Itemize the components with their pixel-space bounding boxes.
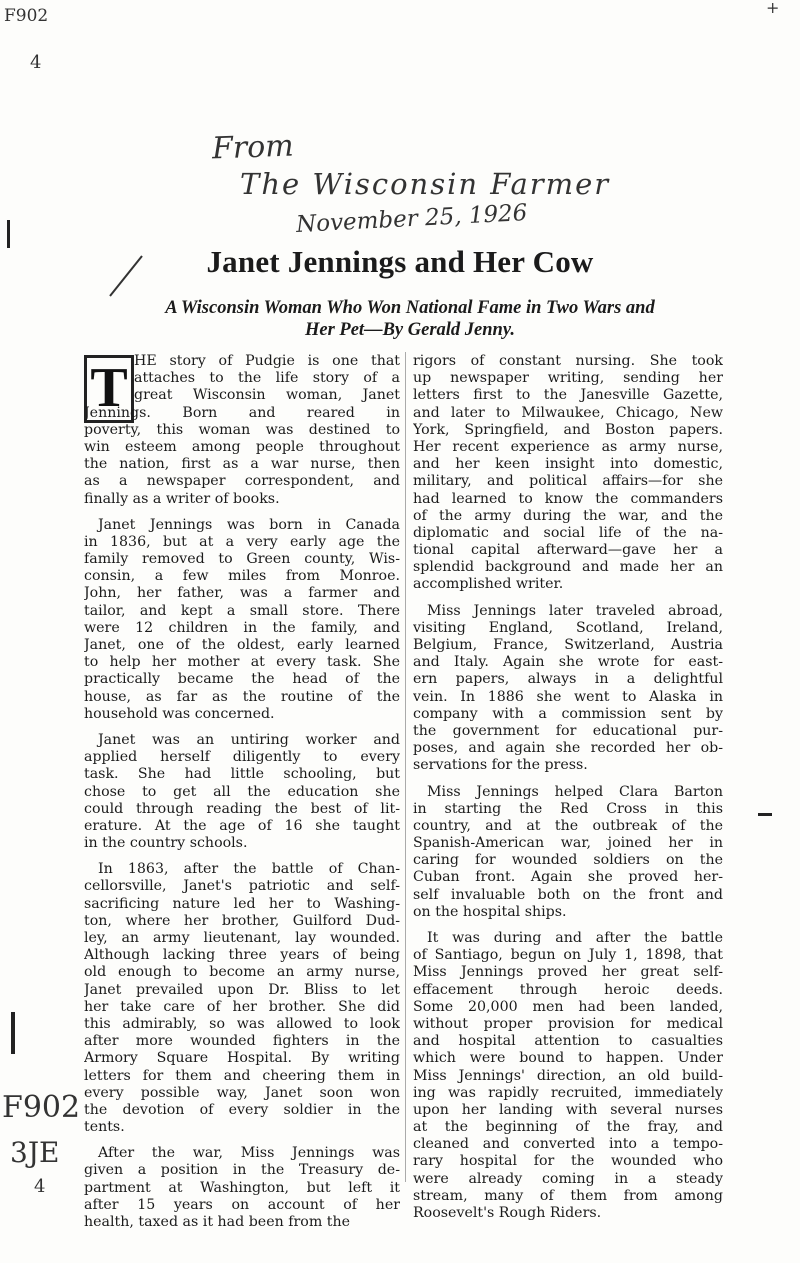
text-line: as a newspaper correspondent, and — [84, 473, 400, 490]
text-line: vein. In 1886 she went to Alaska in — [413, 688, 723, 705]
handwritten-from: From — [211, 128, 295, 167]
text-line: Armory Square Hospital. By writing — [84, 1050, 400, 1067]
text-line: on the hospital ships. — [413, 903, 567, 920]
handwritten-date: November 25, 1926 — [295, 199, 528, 239]
text-line: of Santiago, begun on July 1, 1898, that — [413, 947, 723, 964]
text-line: visiting England, Scotland, Ireland, — [413, 619, 723, 636]
text-line: servations for the press. — [413, 757, 588, 774]
text-line: the government for educational pur- — [413, 722, 723, 739]
text-line: country, and at the outbreak of the — [413, 817, 723, 834]
text-line: were already coming in a steady — [413, 1170, 723, 1187]
text-line: military, and political affairs—for she — [413, 473, 723, 490]
text-line: after more wounded fighters in the — [84, 1033, 400, 1050]
text-line: chose to get all the education she — [84, 783, 400, 800]
text-line: great Wisconsin woman, Janet — [134, 387, 400, 404]
text-line: without proper provision for medical — [413, 1015, 723, 1032]
paragraph-gap — [413, 775, 723, 784]
paragraph-gap — [84, 852, 400, 861]
text-line: had learned to know the commanders — [413, 490, 723, 507]
text-line: partment at Washington, but left it — [84, 1179, 400, 1196]
text-line: Belgium, France, Switzerland, Austria — [413, 637, 723, 653]
left-column — [84, 353, 400, 1231]
text-line: poverty, this woman was destined to — [84, 421, 400, 438]
text-line: Janet Jennings was born in Canada — [98, 516, 400, 533]
text-line: old enough to become an army nurse, — [84, 964, 400, 981]
text-line: ley, an army lieutenant, lay wounded. — [84, 930, 400, 946]
text-line: cellorsville, Janet's patriotic and self- — [84, 878, 400, 895]
text-line: house, as far as the routine of the — [84, 688, 400, 705]
text-line: Spanish-American war, joined her in — [413, 835, 723, 852]
text-line: consin, a few miles from Monroe. — [84, 568, 400, 585]
text-line: letters first to the Janesville Gazette, — [413, 387, 723, 404]
text-line: Janet was an untiring worker and — [98, 731, 400, 748]
text-line: upon her landing with several nurses — [413, 1101, 723, 1118]
text-line: Cuban front. Again she proved her- — [413, 869, 723, 886]
text-line: letters for them and cheering them in — [84, 1067, 400, 1084]
text-line: ing was rapidly recruited, immediately — [413, 1084, 723, 1101]
bottom-number: 4 — [34, 1176, 46, 1197]
text-line: ton, where her brother, Guilford Dud- — [84, 912, 400, 929]
text-line: task. She had little schooling, but — [84, 766, 400, 783]
text-line: rary hospital for the wounded who — [413, 1153, 723, 1170]
corner-number: 4 — [30, 52, 42, 73]
text-line: practically became the head of the — [84, 671, 400, 688]
text-line: caring for wounded soldiers on the — [413, 852, 723, 869]
bottom-code-2: 3JE — [10, 1136, 60, 1169]
text-line: stream, many of them from among — [413, 1187, 723, 1204]
text-line: accomplished writer. — [413, 576, 564, 593]
text-line: tional capital afterward—gave her a — [413, 542, 723, 559]
text-line: which were bound to happen. Under — [413, 1050, 723, 1067]
text-line: and her keen insight into domestic, — [413, 456, 723, 473]
paragraph-gap — [413, 921, 723, 930]
text-line: ern papers, always in a delightful — [413, 671, 723, 688]
text-line: Roosevelt's Rough Riders. — [413, 1205, 602, 1221]
handwritten-source: The Wisconsin Farmer — [240, 167, 611, 201]
text-line: her take care of her brother. She did — [84, 998, 400, 1015]
left-margin-mark-lower — [11, 1012, 15, 1054]
paragraph-gap — [413, 594, 723, 603]
text-line: in the country schools. — [84, 835, 248, 852]
paragraph-gap — [84, 723, 400, 732]
corner-code: F902 — [4, 6, 49, 26]
text-line: York, Springfield, and Boston papers. — [413, 421, 723, 438]
text-line: of the army during the war, and the — [413, 507, 723, 524]
text-line: every possible way, Janet soon won — [84, 1084, 400, 1101]
text-line: erature. At the age of 16 she taught — [84, 817, 400, 834]
text-line: poses, and again she recorded her ob- — [413, 740, 723, 757]
text-line: Miss Jennings helped Clara Barton — [427, 783, 723, 800]
right-margin-mark — [758, 813, 772, 816]
plus-mark: + — [766, 0, 780, 17]
text-line: in 1836, but at a very early age the — [84, 533, 400, 550]
text-line: this admirably, so was allowed to look — [84, 1015, 400, 1032]
text-line: After the war, Miss Jennings was — [98, 1145, 400, 1162]
text-line: Miss Jennings proved her great self- — [413, 964, 723, 981]
text-line: up newspaper writing, sending her — [413, 370, 723, 387]
article-subtitle — [90, 297, 730, 341]
text-line: finally as a writer of books. — [84, 490, 280, 507]
text-line: Janet prevailed upon Dr. Bliss to let — [84, 981, 400, 998]
text-line: the nation, first as a war nurse, then — [84, 456, 400, 473]
text-line: to help her mother at every task. She — [84, 654, 400, 671]
text-line: at the beginning of the fray, and — [413, 1119, 723, 1136]
text-line: win esteem among people throughout — [84, 438, 400, 455]
text-line: Jennings. Born and reared in — [84, 404, 400, 421]
right-column — [413, 353, 723, 1222]
text-line: Her recent experience as army nurse, — [413, 438, 723, 455]
text-line: splendid background and made her an — [413, 559, 723, 576]
text-line: John, her father, was a farmer and — [84, 585, 400, 602]
text-line: given a position in the Treasury de- — [84, 1162, 400, 1179]
subtitle-line-2: Her Pet—By Gerald Jenny. — [305, 320, 515, 340]
bottom-code-1: F902 — [2, 1090, 81, 1125]
text-line: tailor, and kept a small store. There — [84, 602, 400, 619]
text-line: HE story of Pudgie is one that — [134, 353, 400, 369]
text-line: could through reading the best of lit- — [84, 800, 400, 817]
text-line: In 1863, after the battle of Chan- — [98, 861, 400, 878]
subtitle-line-1: A Wisconsin Woman Who Won National Fame in Two Wars and — [165, 298, 655, 318]
text-line: self invaluable both on the front and — [413, 886, 723, 903]
text-line: tents. — [84, 1119, 125, 1136]
text-line: attaches to the life story of a — [134, 370, 400, 387]
article-title: Janet Jennings and Her Cow — [206, 244, 594, 279]
text-line: effacement through heroic deeds. — [413, 981, 723, 998]
text-line: in starting the Red Cross in this — [413, 800, 723, 817]
text-line: after 15 years on account of her — [84, 1196, 400, 1213]
text-line: and Italy. Again she wrote for east- — [413, 654, 723, 671]
text-line: household was concerned. — [84, 705, 275, 722]
text-line: Janet, one of the oldest, early learned — [84, 637, 400, 653]
text-line: Miss Jennings' direction, an old build- — [413, 1067, 723, 1084]
text-line: applied herself diligently to every — [84, 749, 400, 766]
text-line: company with a commission sent by — [413, 705, 723, 722]
text-line: rigors of constant nursing. She took — [413, 353, 723, 369]
text-line: family removed to Green county, Wis- — [84, 551, 400, 568]
text-line: the devotion of every soldier in the — [84, 1101, 400, 1118]
text-line: cleaned and converted into a tempo- — [413, 1136, 723, 1153]
paragraph-gap — [84, 1136, 400, 1145]
text-line: It was during and after the battle — [427, 930, 723, 946]
text-line: sacrificing nature led her to Washing- — [84, 895, 400, 912]
text-line: Miss Jennings later traveled abroad, — [427, 602, 723, 619]
paragraph-gap — [84, 508, 400, 517]
drop-cap: T — [84, 355, 134, 423]
text-line: and later to Milwaukee, Chicago, New — [413, 404, 723, 421]
text-line: health, taxed as it had been from the — [84, 1214, 351, 1230]
text-line: Although lacking three years of being — [84, 947, 400, 964]
column-divider — [405, 352, 406, 1182]
text-line: and hospital attention to casualties — [413, 1033, 723, 1050]
text-line: Some 20,000 men had been landed, — [413, 998, 723, 1015]
text-line: were 12 children in the family, and — [84, 619, 400, 636]
text-line: diplomatic and social life of the na- — [413, 524, 723, 541]
